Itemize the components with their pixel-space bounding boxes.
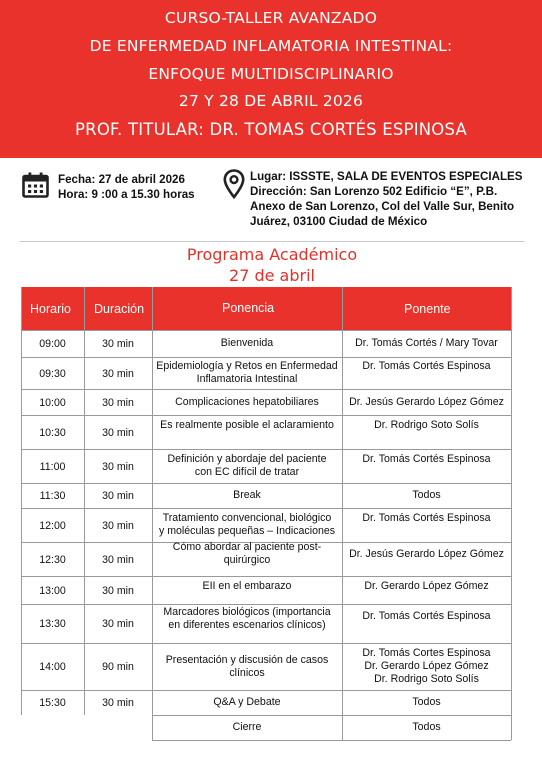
talk-cell: clínicos bbox=[229, 666, 265, 679]
talk-cell: Tratamiento convencional, biológico bbox=[162, 512, 332, 524]
talk-cell: Q&A y Debate bbox=[213, 696, 281, 708]
speaker-cell: Dr. Tomás Cortés Espinosa bbox=[362, 359, 491, 372]
speaker-cell: Dr. Jesús Gerardo López Gómez bbox=[349, 547, 504, 560]
talk-cell: con EC difícil de tratar bbox=[194, 466, 300, 478]
duration-cell: 30 min bbox=[102, 490, 134, 502]
talk-cell: Break bbox=[233, 489, 261, 501]
speaker-cell: Todos bbox=[412, 696, 441, 708]
time-cell: 09:00 bbox=[39, 338, 66, 350]
duration-cell: 30 min bbox=[102, 519, 134, 532]
duration-cell: 30 min bbox=[102, 584, 134, 597]
time-cell: 13:30 bbox=[39, 618, 66, 630]
duration-cell: 30 min bbox=[102, 618, 134, 630]
talk-cell: Definición y abordaje del paciente bbox=[167, 453, 327, 465]
talk-cell: Epidemiología y Retos en Enfermedad bbox=[156, 360, 338, 372]
time-cell: 12:00 bbox=[39, 519, 66, 532]
time-cell: 10:00 bbox=[39, 396, 66, 409]
speaker-cell: Dr. Tomás Cortes Espinosa bbox=[362, 647, 491, 659]
duration-cell: 30 min bbox=[102, 553, 134, 566]
duration-cell: 30 min bbox=[102, 367, 134, 380]
speaker-cell: Dr. Tomás Cortés Espinosa bbox=[362, 610, 491, 622]
time-cell: 09:30 bbox=[39, 367, 66, 380]
time-cell: 14:00 bbox=[39, 661, 66, 673]
location-pin-icon bbox=[223, 169, 245, 199]
course-focus: ENFOQUE MULTIDISCIPLINARIO bbox=[148, 65, 394, 83]
speaker-cell: Dr. Gerardo López Gómez bbox=[364, 579, 489, 592]
table-row-border bbox=[152, 740, 511, 741]
speaker-cell: Todos bbox=[412, 489, 441, 501]
talk-cell: Es realmente posible el aclaramiento bbox=[160, 418, 334, 431]
time-cell: 12:30 bbox=[39, 553, 66, 566]
time-cell: 10:30 bbox=[39, 426, 66, 439]
speaker-cell: Dr. Tomás Cortés / Mary Tovar bbox=[355, 337, 498, 349]
speaker-cell: Dr. Gerardo López Gómez bbox=[364, 660, 489, 672]
talk-cell: Presentación y discusión de casos bbox=[165, 653, 329, 666]
event-place: Lugar: ISSSTE, SALA DE EVENTOS ESPECIALES bbox=[250, 170, 523, 183]
event-time: Hora: 9 :00 a 15.30 horas bbox=[58, 188, 195, 201]
talk-cell: Cómo abordar al paciente post- bbox=[172, 541, 322, 553]
speaker-cell: Dr. Tomás Cortés Espinosa bbox=[362, 452, 491, 465]
talk-cell: Complicaciones hepatobiliares bbox=[175, 395, 319, 408]
talk-cell: Bienvenida bbox=[220, 337, 274, 349]
table-column-border bbox=[511, 287, 512, 740]
event-address-line-1: Dirección: San Lorenzo 502 Edificio “E”, P.B. bbox=[250, 185, 498, 198]
calendar-icon bbox=[22, 172, 49, 198]
program-date: 27 de abril bbox=[229, 266, 315, 285]
talk-cell: Cierre bbox=[232, 721, 262, 733]
event-date: Fecha: 27 de abril 2026 bbox=[58, 173, 185, 186]
header-horario: Horario bbox=[30, 302, 71, 316]
course-dates: 27 Y 28 DE ABRIL 2026 bbox=[178, 92, 364, 110]
speaker-cell: Dr. Rodrigo Soto Solís bbox=[374, 418, 479, 431]
talk-cell: en diferentes escenarios clínicos) bbox=[168, 618, 326, 631]
speaker-cell: Dr. Rodrigo Soto Solís bbox=[374, 673, 479, 685]
talk-cell: Inflamatoria Intestinal bbox=[196, 373, 298, 385]
course-type: CURSO-TALLER AVANZADO bbox=[164, 9, 378, 27]
talk-cell: Marcadores biológicos (importancia bbox=[163, 605, 331, 618]
header-duracion: Duración bbox=[94, 302, 145, 316]
talk-cell: quirúrgico bbox=[223, 554, 271, 566]
time-cell: 13:00 bbox=[39, 584, 66, 597]
time-cell: 11:00 bbox=[39, 460, 66, 473]
duration-cell: 30 min bbox=[102, 396, 134, 409]
duration-cell: 30 min bbox=[102, 697, 134, 709]
duration-cell: 30 min bbox=[102, 338, 134, 350]
event-address-line-2: Anexo de San Lorenzo, Col del Valle Sur, Benito bbox=[250, 200, 515, 213]
time-cell: 15:30 bbox=[39, 697, 66, 709]
course-subject: DE ENFERMEDAD INFLAMATORIA INTESTINAL: bbox=[89, 37, 453, 55]
talk-cell: y moléculas pequeñas – Indicaciones bbox=[158, 525, 336, 537]
speaker-cell: Dr. Jesús Gerardo López Gómez bbox=[349, 395, 504, 408]
duration-cell: 30 min bbox=[102, 460, 134, 473]
course-professor: PROF. TITULAR: DR. TOMAS CORTÉS ESPINOSA bbox=[75, 120, 467, 139]
talk-cell: EII en el embarazo bbox=[202, 579, 292, 592]
speaker-cell: Dr. Tomás Cortés Espinosa bbox=[362, 511, 491, 524]
duration-cell: 90 min bbox=[102, 661, 134, 673]
time-cell: 11:30 bbox=[39, 490, 66, 502]
divider bbox=[20, 241, 524, 242]
header-ponente: Ponente bbox=[404, 302, 451, 316]
header-ponencia: Ponencia bbox=[222, 301, 275, 315]
event-address-line-3: Juárez, 03100 Ciudad de México bbox=[250, 215, 428, 228]
speaker-cell: Todos bbox=[412, 721, 441, 733]
duration-cell: 30 min bbox=[102, 426, 134, 439]
program-title: Programa Académico bbox=[186, 245, 358, 264]
